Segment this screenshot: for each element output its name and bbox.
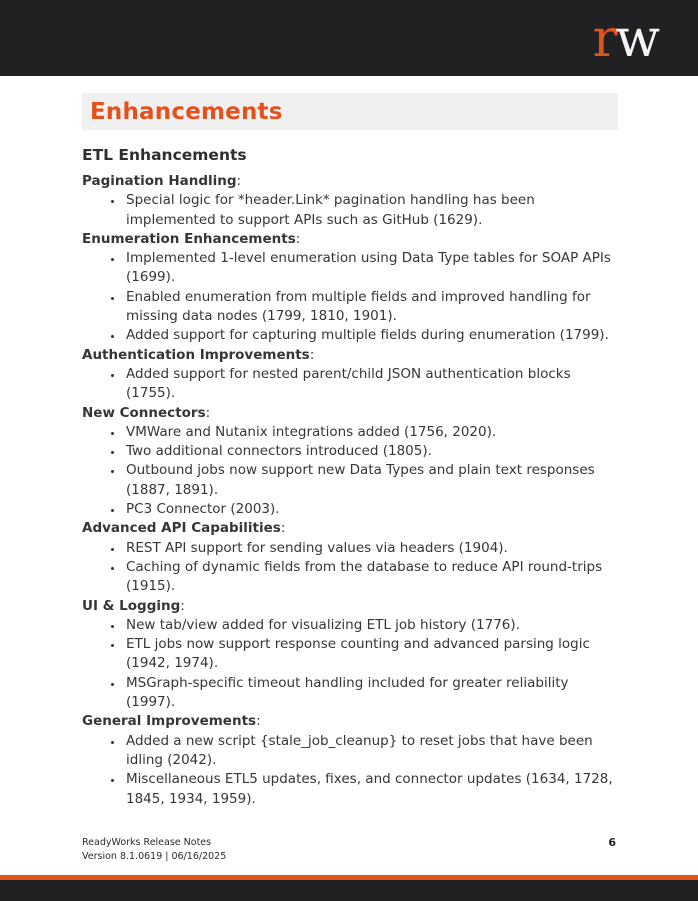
bullet-item: • Added support for capturing multiple fields during enumeration (1799). [124, 326, 618, 345]
bullet-item: • Outbound jobs now support new Data Types and plain text responses (1887, 1891). [124, 461, 618, 500]
bullet-list [82, 616, 618, 712]
bullet-item: • PC3 Connector (2003). [124, 500, 618, 519]
bullet-item: • Two additional connectors introduced (1805). [124, 442, 618, 461]
section-authentication-improvements [82, 346, 618, 404]
bullet-item: • Miscellaneous ETL5 updates, fixes, and connector updates (1634, 1728, 1845, 1934, 1959). [124, 770, 618, 809]
section-enumeration-enhancements [82, 230, 618, 346]
bullet-item: • New tab/view added for visualizing ETL job history (1776). [124, 616, 618, 635]
section-label: Pagination Handling: [82, 173, 242, 189]
bullet-item: • Added a new script {stale_job_cleanup} to reset jobs that have been idling (2042). [124, 732, 618, 771]
section-general-improvements [82, 712, 618, 808]
sections-list [82, 172, 618, 809]
bullet-item: • Special logic for *header.Link* pagination handling has been implemented to support APIs such as GitHub (1629). [124, 191, 618, 230]
bullet-item: • Enabled enumeration from multiple fields and improved handling for missing data nodes (1799, 1810, 1901). [124, 288, 618, 327]
section-label: New Connectors: [82, 404, 211, 421]
bullet-item: • VMWare and Nutanix integrations added (1756, 2020). [124, 423, 618, 442]
footer-version-line: Version 8.1.0619 | 06/16/2025 [82, 850, 227, 862]
readyworks-logo [592, 9, 658, 69]
section-label: Advanced API Capabilities: [82, 520, 286, 537]
bullet-item: • Implemented 1-level enumeration using Data Type tables for SOAP APIs (1699). [124, 249, 618, 288]
section-advanced-api-capabilities [82, 519, 618, 596]
bullet-list [82, 249, 618, 345]
bullet-list [82, 191, 618, 230]
logo-letter-r: r [592, 9, 616, 69]
bullet-list [82, 539, 618, 597]
section-label: Authentication Improvements: [82, 346, 315, 363]
logo-letter-w: w [615, 9, 658, 69]
section-ui-logging [82, 597, 618, 713]
bullet-item: • ETL jobs now support response counting and advanced parsing logic (1942, 1974). [124, 635, 618, 674]
section-label: General Improvements: [82, 713, 261, 730]
footer-doc-title: ReadyWorks Release Notes [82, 837, 212, 848]
bottom-bar [0, 880, 698, 901]
section-pagination-handling [82, 172, 618, 230]
page-number: 6 [608, 836, 616, 849]
section-label: UI & Logging: [82, 597, 185, 614]
bullet-item: • Caching of dynamic fields from the database to reduce API round-trips (1915). [124, 558, 618, 597]
bullet-item: • Added support for nested parent/child JSON authentication blocks (1755). [124, 365, 618, 404]
bullet-list [82, 423, 618, 519]
bullet-list [82, 732, 618, 809]
footer-text [82, 836, 226, 863]
section-label: Enumeration Enhancements: [82, 230, 301, 247]
bullet-list [82, 365, 618, 404]
section-heading: ETL Enhancements [82, 146, 247, 164]
header-bar [0, 0, 698, 76]
section-new-connectors [82, 404, 618, 520]
bullet-item: • MSGraph-specific timeout handling included for greater reliability (1997). [124, 674, 618, 713]
page-title: Enhancements [90, 98, 283, 125]
title-banner [82, 93, 618, 130]
bullet-item: • REST API support for sending values via headers (1904). [124, 539, 618, 558]
